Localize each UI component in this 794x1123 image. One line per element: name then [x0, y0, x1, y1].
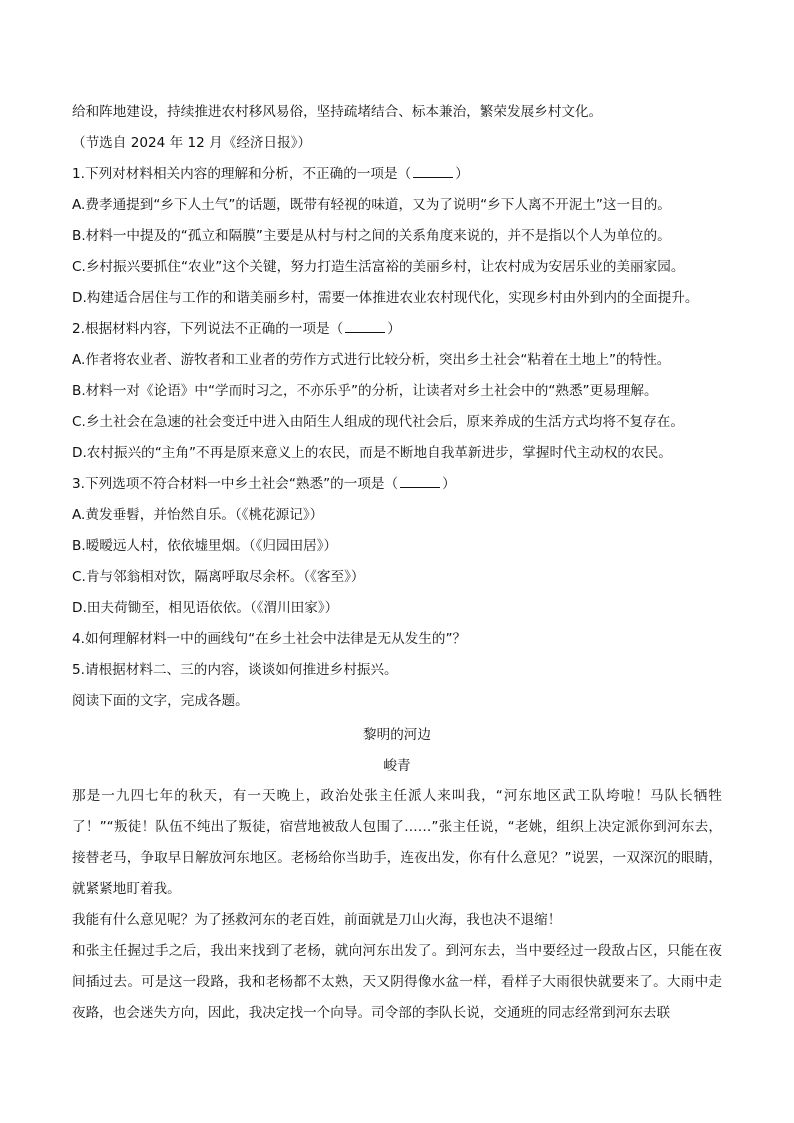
- option-1b: B.材料一中提及的“孤立和隔膜”主要是从村与村之间的关系角度来说的，并不是指以个人为单位的。: [72, 228, 671, 244]
- option-1a: A.费孝通提到“乡下人土气”的话题，既带有轻视的味道，又为了说明“乡下人离不开泥土”这一目的。: [72, 197, 671, 213]
- article-paragraph-3: 和张主任握过手之后，我出来找到了老杨，就向河东出发了。到河东去，当中要经过一段敌占区，只能在夜间插过去。可是这一段路，我和老杨都不太熟，天又阴得像水盆一样，看样子大雨很快就要来了。大雨中走夜路，也会迷失方向，因此，我决定找一个向导。司令部的李队长说，交通班的同志经常到河东去联: [72, 943, 722, 1021]
- question-3: [72, 474, 722, 494]
- answer-blank: [400, 475, 440, 488]
- question-4: 4.如何理解材料一中的画线句“在乡土社会中法律是无从发生的”？: [72, 631, 467, 647]
- article-author: 峻青: [383, 758, 411, 774]
- article-paragraph-1: 那是一九四七年的秋天，有一天晚上，政治处张主任派人来叫我，“河东地区武工队垮啦！马队长牺牲了！”“叛徒！队伍不纯出了叛徒，宿营地被敌人包围了……”张主任说，“老姚，组织上决定派你到河东去，接替老马，争取早日解放河东地区。老杨给你当助手，连夜出发，你有什么意见？”说罢，一双深沉的眼睛，就紧紧地盯着我。: [72, 788, 722, 897]
- option-2b: B.材料一对《论语》中“学而时习之，不亦乐乎”的分析，让读者对乡土社会中的“熟悉”更易理解。: [72, 383, 658, 399]
- option-2a: A.作者将农业者、游牧者和工业者的劳作方式进行比较分析，突出乡土社会“粘着在土地上”的特性。: [72, 352, 671, 368]
- text-line: 给和阵地建设，持续推进农村移风易俗，坚持疏堵结合、标本兼治，繁荣发展乡村文化。: [72, 104, 603, 120]
- question-1-stem: 1.下列对材料相关内容的理解和分析，不正确的一项是（: [72, 166, 412, 182]
- option-2c: C.乡土社会在急速的社会变迁中进入由陌生人组成的现代社会后，原来养成的生活方式均将不复存在。: [72, 414, 684, 430]
- question-3-close: ）: [442, 476, 456, 492]
- question-1: [72, 164, 722, 184]
- option-1d: D.构建适合居住与工作的和谐美丽乡村，需要一体推进农业农村现代化，实现乡村由外到内的全面提升。: [72, 290, 699, 306]
- question-5: 5.请根据材料二、三的内容，谈谈如何推进乡村振兴。: [72, 662, 398, 678]
- reading-intro: 阅读下面的文字，完成各题。: [72, 693, 249, 709]
- question-3-stem: 3.下列选项不符合材料一中乡土社会“熟悉”的一项是（: [72, 476, 399, 492]
- question-2: [72, 319, 722, 339]
- option-3d: D.田夫荷锄至，相见语依依。（《渭川田家》）: [72, 600, 339, 616]
- question-2-close: ）: [387, 321, 401, 337]
- source-note: （节选自 2024 年 12 月《经济日报》）: [72, 135, 312, 151]
- option-3a: A.黄发垂髫，并怡然自乐。（《桃花源记》）: [72, 507, 324, 523]
- answer-blank: [413, 165, 453, 178]
- question-1-close: ）: [455, 166, 469, 182]
- article-paragraph-2: 我能有什么意见呢？为了拯救河东的老百姓，前面就是刀山火海，我也决不退缩！: [72, 912, 562, 928]
- option-3c: C.肯与邻翁相对饮，隔离呼取尽余杯。（《客至》）: [72, 569, 365, 585]
- question-2-stem: 2.根据材料内容，下列说法不正确的一项是（: [72, 321, 344, 337]
- option-3b: B.暧暧远人村，依依墟里烟。（《归园田居》）: [72, 538, 338, 554]
- option-2d: D.农村振兴的“主角”不再是原来意义上的农民，而是不断地自我革新进步，掌握时代主动权的农民。: [72, 445, 672, 461]
- answer-blank: [345, 320, 385, 333]
- option-1c: C.乡村振兴要抓住“农业”这个关键，努力打造生活富裕的美丽乡村，让农村成为安居乐业的美丽家园。: [72, 259, 685, 275]
- article-title: 黎明的河边: [363, 727, 431, 743]
